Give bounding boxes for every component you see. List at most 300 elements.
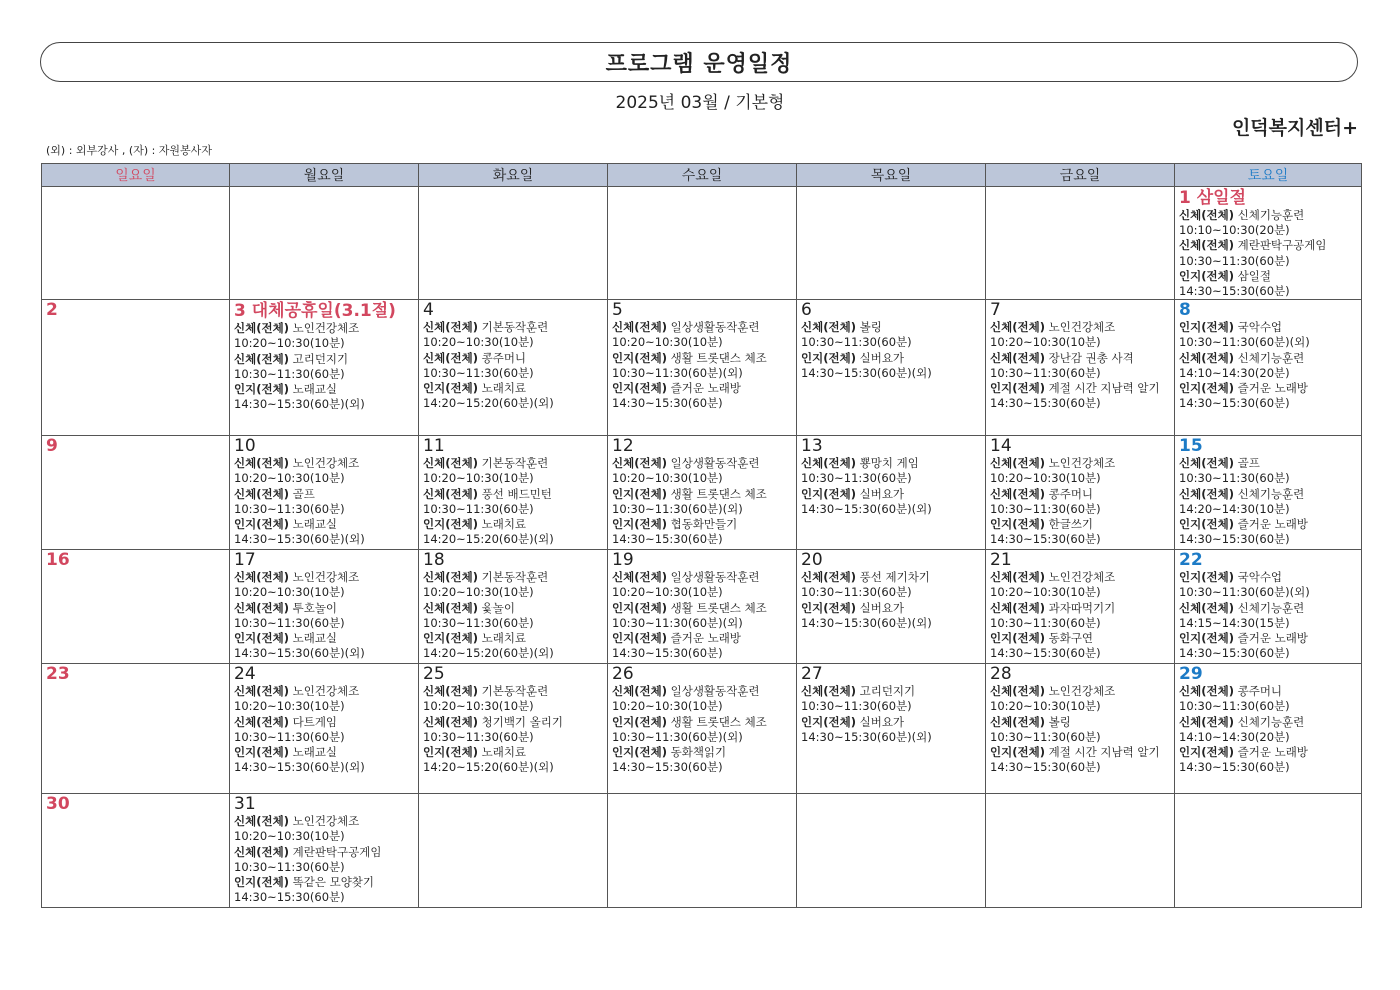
event-time: 10:30~11:30(60분)(외) (612, 501, 743, 516)
event-name: 노인건강체조 (1048, 456, 1116, 471)
event-time: 14:30~15:30(60분)(외) (801, 501, 932, 516)
event-item (423, 684, 604, 699)
event-name: 생활 트롯댄스 체조 (670, 714, 767, 729)
event-name: 신체기능훈련 (1237, 600, 1305, 615)
day-cell (1175, 300, 1362, 436)
event-name: 노인건강체조 (1048, 320, 1116, 335)
event-item (234, 814, 415, 829)
day-number: 11 (423, 436, 445, 457)
day-number: 26 (612, 664, 634, 685)
event-name: 노래치료 (481, 517, 527, 532)
event-category: 신체(전체) (234, 844, 289, 859)
event-time: 14:30~15:30(60분) (612, 396, 723, 411)
event-item (234, 382, 415, 397)
event-name: 고리던지기 (859, 684, 916, 699)
event-category: 인지(전체) (612, 714, 667, 729)
event-name: 과자따먹기기 (1048, 600, 1116, 615)
event-name: 청기백기 올리기 (481, 714, 564, 729)
day-number: 4 (423, 300, 434, 321)
event-item (423, 570, 604, 585)
event-item (612, 351, 793, 366)
event-item (234, 456, 415, 471)
event-name: 똑같은 모양찾기 (292, 875, 375, 890)
event-category: 신체(전체) (612, 456, 667, 471)
event-item (990, 570, 1171, 585)
event-item (1179, 715, 1358, 730)
event-name: 기본동작훈련 (481, 456, 549, 471)
event-item (801, 601, 982, 616)
event-time: 10:20~10:30(10분) (990, 585, 1101, 600)
event-category: 인지(전체) (612, 631, 667, 646)
weekday-header-mon: 월요일 (230, 164, 419, 187)
event-name: 윷놀이 (481, 600, 515, 615)
event-item (1179, 351, 1358, 366)
event-category: 신체(전체) (1179, 600, 1234, 615)
event-name: 일상생활동작훈련 (670, 684, 760, 699)
event-name: 삼일절 (1237, 268, 1271, 283)
event-category: 인지(전체) (1179, 381, 1234, 396)
event-category: 신체(전체) (423, 350, 478, 365)
day-number: 10 (234, 436, 256, 457)
event-category: 신체(전체) (1179, 486, 1234, 501)
event-item (423, 351, 604, 366)
day-cell (608, 550, 797, 664)
event-time: 10:30~11:30(60분) (1179, 471, 1290, 486)
event-name: 풍선 배드민턴 (481, 486, 552, 501)
event-name: 볼링 (859, 320, 882, 335)
event-name: 계절 시간 지남력 알기 (1048, 745, 1160, 760)
day-cell (419, 664, 608, 794)
event-category: 신체(전체) (801, 684, 856, 699)
event-category: 인지(전체) (801, 486, 856, 501)
event-item (234, 517, 415, 532)
event-name: 계절 시간 지남력 알기 (1048, 381, 1160, 396)
day-number: 2 (46, 300, 58, 321)
event-category: 인지(전체) (990, 381, 1045, 396)
day-number: 17 (234, 550, 256, 571)
event-name: 생활 트롯댄스 체조 (670, 600, 767, 615)
page-subtitle: 2025년 03월 / 기본형 (615, 93, 785, 113)
event-category: 신체(전체) (423, 600, 478, 615)
event-item (612, 570, 793, 585)
day-number: 14 (990, 436, 1012, 457)
schedule-calendar (41, 163, 1362, 908)
event-name: 노래교실 (292, 745, 338, 760)
event-item (612, 601, 793, 616)
event-category: 신체(전체) (234, 684, 289, 699)
day-cell (42, 187, 230, 300)
event-time: 10:30~11:30(60분) (234, 859, 345, 874)
event-item (234, 745, 415, 760)
event-category: 인지(전체) (990, 745, 1045, 760)
event-time: 14:30~15:30(60분) (990, 396, 1101, 411)
event-time: 10:20~10:30(10분) (990, 471, 1101, 486)
weekday-header-sun: 일요일 (42, 164, 230, 187)
event-name: 국악수업 (1237, 570, 1283, 585)
event-time: 14:30~15:30(60분) (1179, 396, 1290, 411)
day-cell (230, 187, 419, 300)
event-item (234, 845, 415, 860)
event-time: 10:30~11:30(60분) (423, 615, 534, 630)
day-number: 8 (1179, 300, 1191, 321)
event-name: 신체기능훈련 (1237, 486, 1305, 501)
day-cell (230, 550, 419, 664)
event-category: 인지(전체) (1179, 745, 1234, 760)
event-name: 기본동작훈련 (481, 570, 549, 585)
event-item (990, 487, 1171, 502)
event-category: 인지(전체) (423, 381, 478, 396)
event-item (234, 352, 415, 367)
event-time: 10:30~11:30(60분) (990, 615, 1101, 630)
event-time: 14:30~15:30(60분) (612, 646, 723, 661)
page-title-box (40, 42, 1358, 82)
page-title: 프로그램 운영일정 (605, 51, 793, 77)
event-item (612, 517, 793, 532)
event-item (612, 487, 793, 502)
event-name: 실버요가 (859, 350, 905, 365)
event-item (234, 631, 415, 646)
event-name: 일상생활동작훈련 (670, 320, 760, 335)
event-name: 노래치료 (481, 381, 527, 396)
event-name: 노인건강체조 (292, 814, 360, 829)
event-item (801, 456, 982, 471)
event-time: 14:10~14:30(20분) (1179, 365, 1290, 380)
event-time: 14:30~15:30(60분)(외) (234, 760, 365, 775)
event-name: 실버요가 (859, 486, 905, 501)
event-time: 10:30~11:30(60분) (801, 335, 912, 350)
event-category: 인지(전체) (1179, 268, 1234, 283)
event-time: 10:30~11:30(60분) (801, 471, 912, 486)
event-time: 10:20~10:30(10분) (234, 829, 345, 844)
day-cell (230, 664, 419, 794)
week-row (42, 550, 1362, 664)
event-name: 즐거운 노래방 (670, 381, 741, 396)
event-category: 신체(전체) (423, 714, 478, 729)
event-time: 10:30~11:30(60분)(외) (612, 615, 743, 630)
day-cell (986, 436, 1175, 550)
day-cell (42, 664, 230, 794)
event-item (1179, 320, 1358, 335)
weekday-header-wed: 수요일 (608, 164, 797, 187)
event-category: 신체(전체) (990, 714, 1045, 729)
day-number: 22 (1179, 550, 1203, 571)
event-name: 기본동작훈련 (481, 320, 549, 335)
holiday-label: 1 삼일절 (1179, 188, 1247, 208)
event-name: 고리던지기 (292, 351, 349, 366)
event-category: 인지(전체) (423, 631, 478, 646)
event-time: 10:30~11:30(60분) (990, 365, 1101, 380)
event-item (801, 320, 982, 335)
event-category: 인지(전체) (1179, 570, 1234, 585)
event-item (1179, 517, 1358, 532)
event-time: 14:30~15:30(60분) (1179, 646, 1290, 661)
day-number: 6 (801, 300, 812, 321)
event-category: 인지(전체) (234, 382, 289, 397)
event-item (423, 715, 604, 730)
day-cell (797, 187, 986, 300)
event-time: 10:30~11:30(60분)(외) (1179, 335, 1310, 350)
event-time: 14:30~15:30(60분) (990, 760, 1101, 775)
day-cell (797, 550, 986, 664)
day-cell (986, 664, 1175, 794)
day-cell (419, 300, 608, 436)
event-item (990, 381, 1171, 396)
day-number: 12 (612, 436, 634, 457)
center-name: 인덕복지센터+ (1231, 117, 1358, 139)
event-name: 노인건강체조 (292, 684, 360, 699)
week-row (42, 436, 1362, 550)
event-time: 14:30~15:30(60분)(외) (801, 615, 932, 630)
event-category: 신체(전체) (990, 456, 1045, 471)
weekday-header-row (42, 164, 1362, 187)
day-cell (986, 187, 1175, 300)
event-time: 14:30~15:30(60분)(외) (801, 729, 932, 744)
day-cell (1175, 187, 1362, 300)
weekday-header-tue: 화요일 (419, 164, 608, 187)
event-category: 신체(전체) (423, 570, 478, 585)
day-cell (608, 436, 797, 550)
event-name: 노래치료 (481, 631, 527, 646)
day-cell (1175, 436, 1362, 550)
event-time: 10:20~10:30(10분) (234, 336, 345, 351)
event-name: 노인건강체조 (292, 570, 360, 585)
event-item (1179, 601, 1358, 616)
event-name: 뿅망치 게임 (859, 456, 919, 471)
day-cell (419, 436, 608, 550)
event-item (612, 715, 793, 730)
event-category: 인지(전체) (801, 350, 856, 365)
day-number: 5 (612, 300, 623, 321)
event-item (423, 601, 604, 616)
event-category: 신체(전체) (1179, 714, 1234, 729)
event-item (234, 684, 415, 699)
event-time: 14:30~15:30(60분) (612, 532, 723, 547)
event-name: 실버요가 (859, 600, 905, 615)
event-time: 14:30~15:30(60분)(외) (234, 646, 365, 661)
event-name: 노래교실 (292, 517, 338, 532)
event-time: 14:30~15:30(60분)(외) (801, 365, 932, 380)
event-category: 신체(전체) (234, 456, 289, 471)
event-item (1179, 745, 1358, 760)
event-item (990, 745, 1171, 760)
event-item (234, 601, 415, 616)
event-category: 신체(전체) (990, 684, 1045, 699)
event-item (612, 631, 793, 646)
event-name: 기본동작훈련 (481, 684, 549, 699)
event-name: 즐거운 노래방 (1237, 381, 1308, 396)
day-number: 13 (801, 436, 823, 457)
event-time: 10:20~10:30(10분) (234, 471, 345, 486)
event-time: 14:20~15:20(60분)(외) (423, 532, 554, 547)
event-category: 신체(전체) (612, 320, 667, 335)
event-item (1179, 269, 1358, 284)
event-item (990, 351, 1171, 366)
event-time: 10:30~11:30(60분) (1179, 699, 1290, 714)
event-item (423, 631, 604, 646)
event-name: 신체기능훈련 (1237, 350, 1305, 365)
event-item (423, 320, 604, 335)
day-cell (797, 436, 986, 550)
event-category: 신체(전체) (801, 570, 856, 585)
event-category: 신체(전체) (990, 486, 1045, 501)
event-item (801, 570, 982, 585)
day-number: 20 (801, 550, 823, 571)
event-category: 인지(전체) (612, 517, 667, 532)
event-category: 신체(전체) (423, 320, 478, 335)
event-item (612, 745, 793, 760)
event-time: 14:30~15:30(60분) (612, 760, 723, 775)
event-item (990, 456, 1171, 471)
day-cell (986, 300, 1175, 436)
event-name: 노래교실 (292, 631, 338, 646)
event-item (612, 684, 793, 699)
event-time: 10:20~10:30(10분) (990, 335, 1101, 350)
event-time: 10:30~11:30(60분) (990, 501, 1101, 516)
event-category: 신체(전체) (612, 684, 667, 699)
event-category: 인지(전체) (234, 875, 289, 890)
event-category: 인지(전체) (612, 745, 667, 760)
event-name: 즐거운 노래방 (1237, 745, 1308, 760)
event-item (990, 517, 1171, 532)
event-name: 신체기능훈련 (1237, 714, 1305, 729)
day-cell (42, 794, 230, 908)
event-category: 인지(전체) (1179, 631, 1234, 646)
event-item (990, 631, 1171, 646)
event-category: 인지(전체) (990, 631, 1045, 646)
event-category: 신체(전체) (234, 486, 289, 501)
event-time: 10:30~11:30(60분)(외) (1179, 585, 1310, 600)
week-row (42, 794, 1362, 908)
event-name: 즐거운 노래방 (1237, 631, 1308, 646)
day-cell (797, 794, 986, 908)
event-name: 노인건강체조 (1048, 684, 1116, 699)
day-number: 21 (990, 550, 1012, 571)
day-number: 16 (46, 550, 70, 571)
event-item (612, 456, 793, 471)
event-time: 10:30~11:30(60분) (423, 365, 534, 380)
event-item (423, 487, 604, 502)
day-cell (797, 300, 986, 436)
event-time: 14:30~15:30(60분)(외) (234, 397, 365, 412)
event-item (234, 875, 415, 890)
holiday-label: 3 대체공휴일(3.1절) (234, 301, 396, 322)
event-item (1179, 208, 1358, 223)
day-cell (1175, 794, 1362, 908)
event-item (990, 320, 1171, 335)
day-cell (419, 794, 608, 908)
event-item (612, 320, 793, 335)
week-row (42, 187, 1362, 300)
event-item (234, 570, 415, 585)
event-item (1179, 381, 1358, 396)
day-cell (608, 187, 797, 300)
event-time: 14:30~15:30(60분) (990, 532, 1101, 547)
event-item (423, 745, 604, 760)
day-cell (1175, 550, 1362, 664)
day-number: 9 (46, 436, 58, 457)
event-name: 노인건강체조 (292, 321, 360, 336)
event-time: 14:30~15:30(60분)(외) (234, 532, 365, 547)
event-name: 동화구연 (1048, 631, 1094, 646)
day-cell (608, 664, 797, 794)
weekday-header-sat: 토요일 (1175, 164, 1362, 187)
day-cell (230, 794, 419, 908)
event-category: 신체(전체) (423, 486, 478, 501)
event-category: 인지(전체) (423, 517, 478, 532)
event-category: 인지(전체) (234, 631, 289, 646)
event-time: 10:30~11:30(60분) (234, 501, 345, 516)
event-category: 신체(전체) (423, 684, 478, 699)
event-category: 신체(전체) (234, 600, 289, 615)
event-name: 노래교실 (292, 382, 338, 397)
event-category: 신체(전체) (801, 456, 856, 471)
event-name: 신체기능훈련 (1237, 208, 1305, 222)
event-time: 10:20~10:30(10분) (612, 699, 723, 714)
event-item (234, 715, 415, 730)
event-time: 10:30~11:30(60분) (234, 615, 345, 630)
event-category: 신체(전체) (1179, 208, 1234, 222)
event-category: 신체(전체) (423, 456, 478, 471)
event-item (801, 684, 982, 699)
event-name: 생활 트롯댄스 체조 (670, 350, 767, 365)
event-category: 인지(전체) (801, 714, 856, 729)
event-time: 14:30~15:30(60분) (234, 890, 345, 905)
event-item (612, 381, 793, 396)
event-category: 신체(전체) (801, 320, 856, 335)
event-time: 14:30~15:30(60분) (1179, 532, 1290, 547)
event-time: 10:30~11:30(60분) (801, 699, 912, 714)
event-name: 계란판탁구공게임 (1237, 238, 1327, 253)
event-category: 인지(전체) (423, 745, 478, 760)
event-time: 10:30~11:30(60분) (423, 729, 534, 744)
event-time: 10:30~11:30(60분)(외) (612, 365, 743, 380)
calendar-body (42, 187, 1362, 908)
day-cell (42, 436, 230, 550)
event-name: 계란판탁구공게임 (292, 844, 382, 859)
event-time: 10:20~10:30(10분) (234, 585, 345, 600)
event-name: 일상생활동작훈련 (670, 570, 760, 585)
weekday-header-fri: 금요일 (986, 164, 1175, 187)
day-number: 27 (801, 664, 823, 685)
event-name: 한글쓰기 (1048, 517, 1094, 532)
event-time: 14:15~14:30(15분) (1179, 615, 1290, 630)
event-name: 다트게임 (292, 714, 338, 729)
event-category: 신체(전체) (234, 714, 289, 729)
event-time: 14:10~14:30(20분) (1179, 729, 1290, 744)
day-cell (230, 300, 419, 436)
event-item (1179, 456, 1358, 471)
event-name: 풍선 제기차기 (859, 570, 930, 585)
event-time: 14:30~15:30(60분) (1179, 760, 1290, 775)
event-name: 장난감 권총 사격 (1048, 350, 1134, 365)
event-time: 14:20~15:20(60분)(외) (423, 396, 554, 411)
day-cell (986, 794, 1175, 908)
event-category: 신체(전체) (990, 350, 1045, 365)
event-name: 노래치료 (481, 745, 527, 760)
event-category: 인지(전체) (612, 381, 667, 396)
day-number: 29 (1179, 664, 1203, 685)
day-cell (42, 300, 230, 436)
event-time: 14:20~14:30(10분) (1179, 501, 1290, 516)
event-time: 10:30~11:30(60분) (990, 729, 1101, 744)
event-item (1179, 684, 1358, 699)
event-time: 10:20~10:30(10분) (990, 699, 1101, 714)
day-cell (608, 300, 797, 436)
event-name: 투호놀이 (292, 600, 338, 615)
event-category: 인지(전체) (1179, 320, 1234, 335)
event-category: 신체(전체) (612, 570, 667, 585)
event-category: 인지(전체) (234, 517, 289, 532)
